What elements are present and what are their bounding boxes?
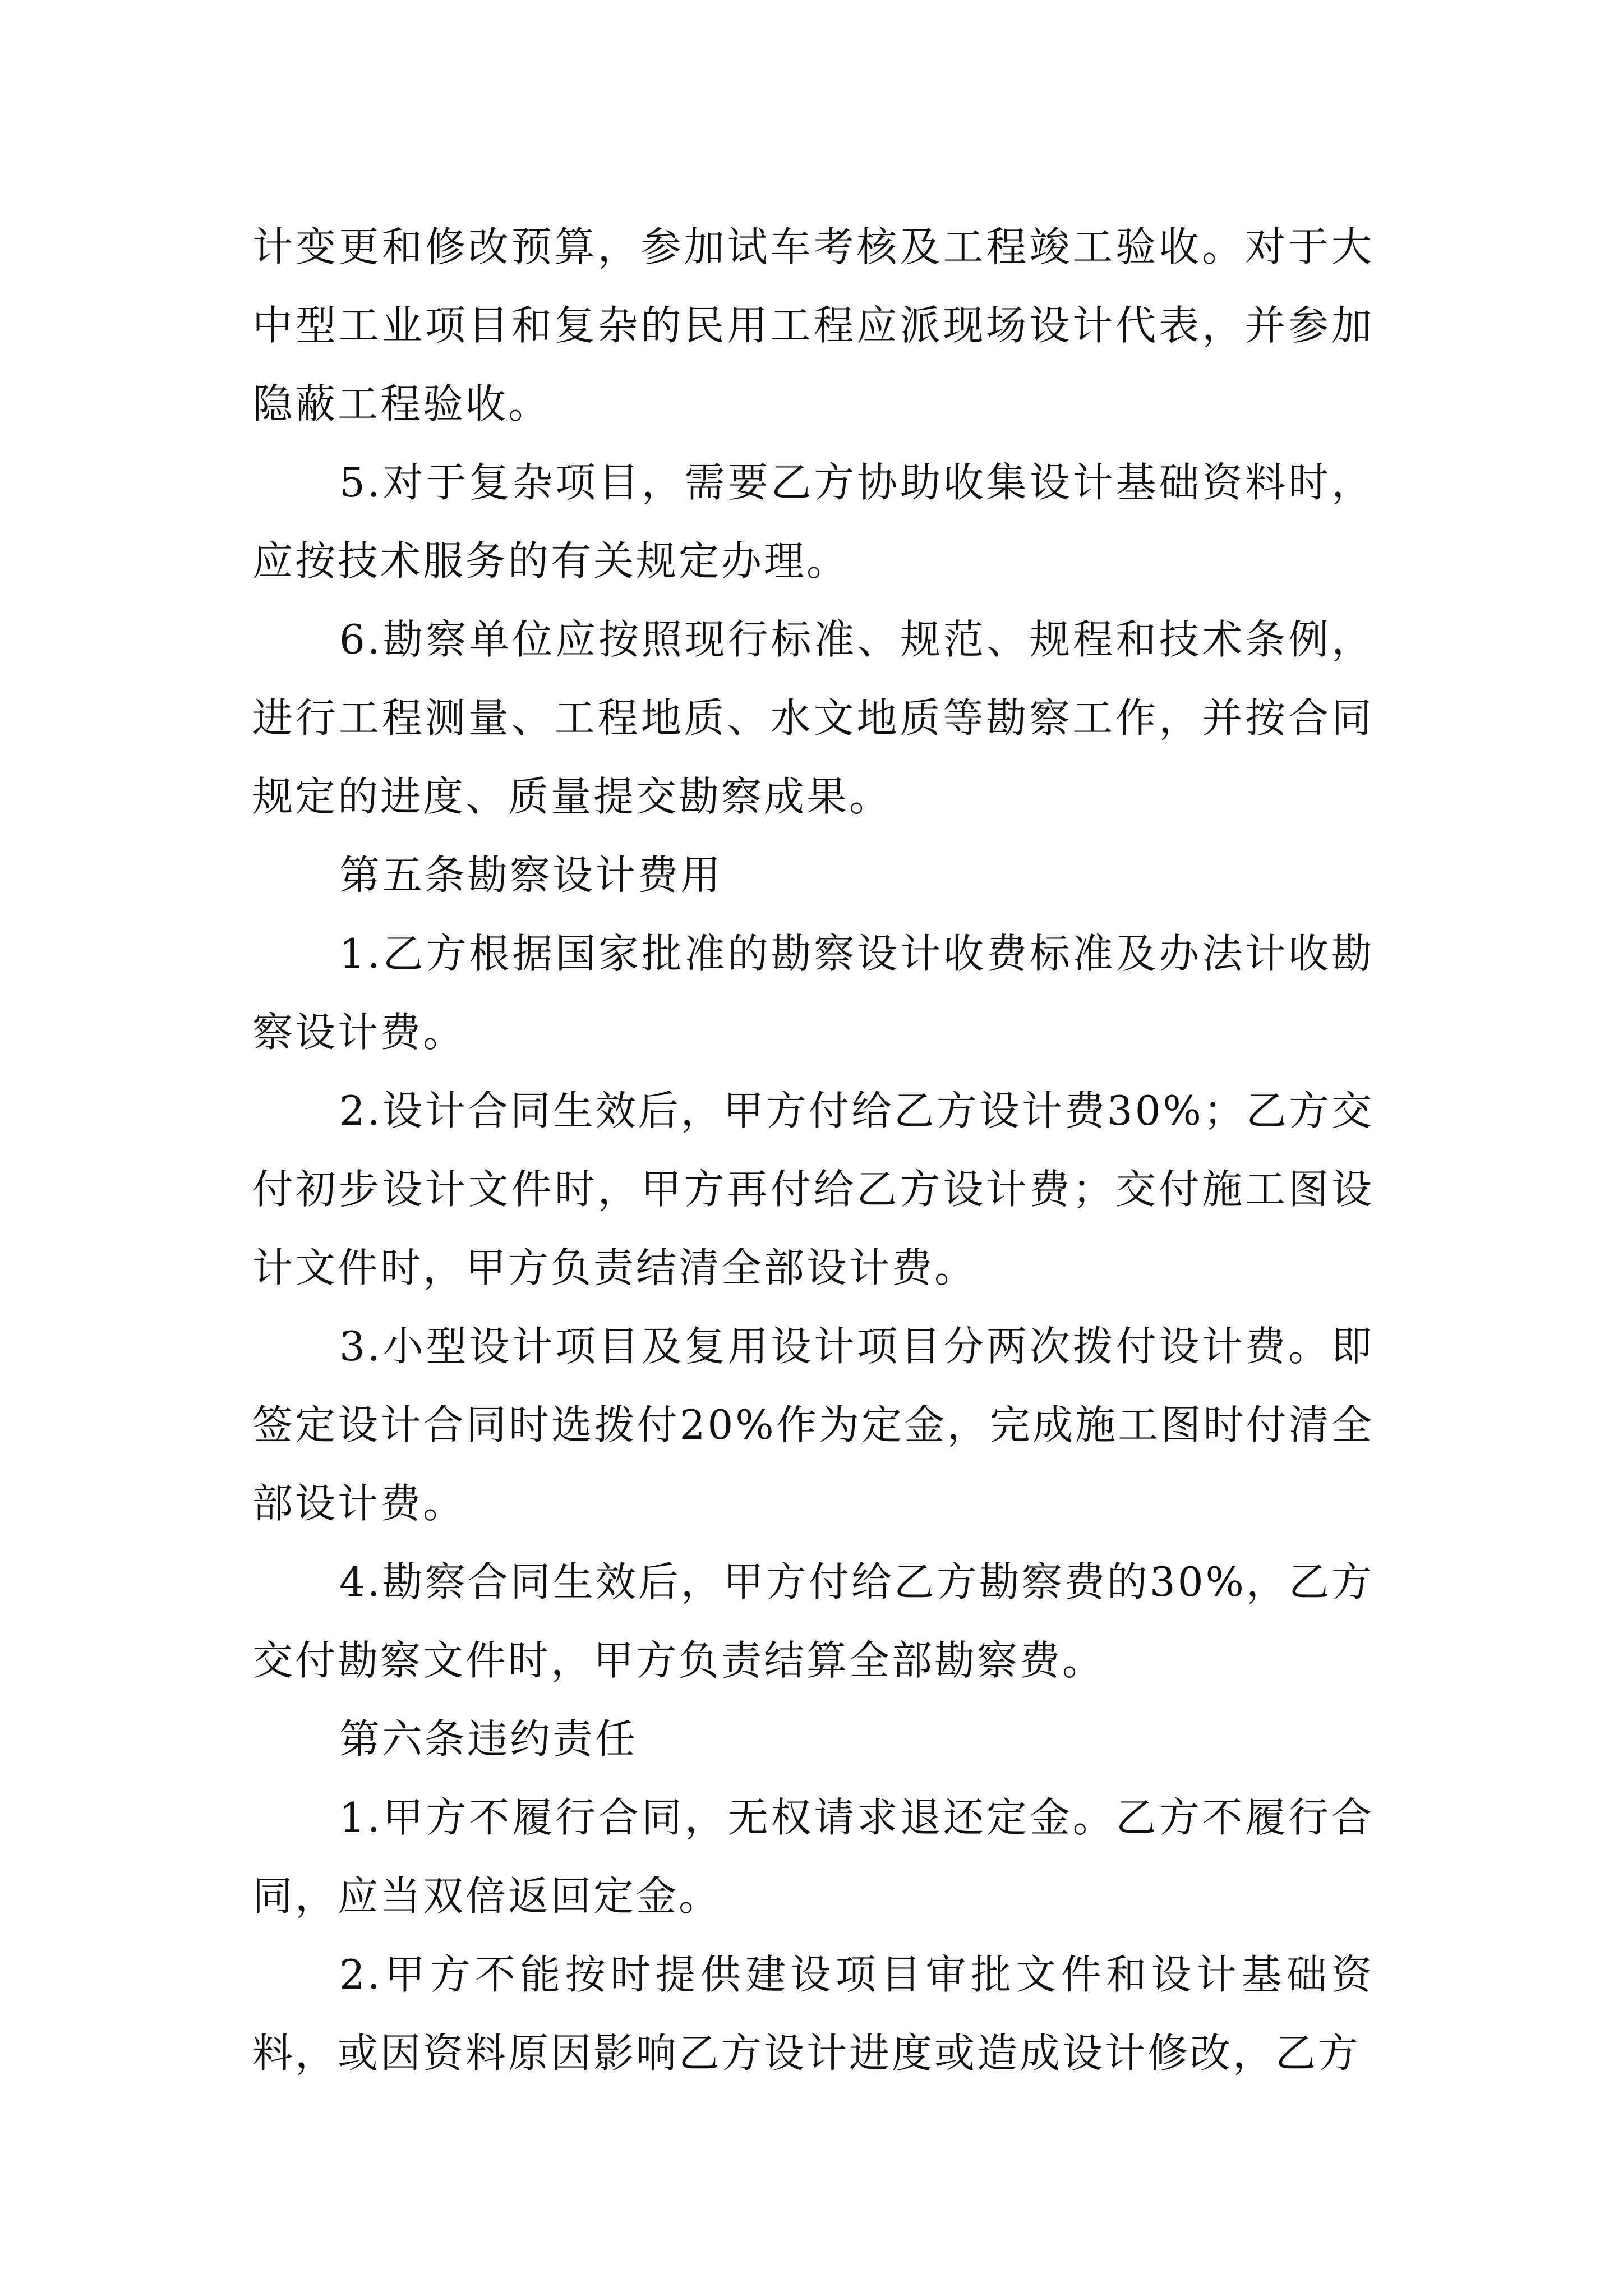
section-heading-article-5: 第五条勘察设计费用 xyxy=(339,852,723,899)
paragraph-fee-2: 2.设计合同生效后，甲方付给乙方设计费30%；乙方交付初步设计文件时，甲方再付给乙方设计费；交付施工图设计文件时，甲方负责结清全部设计费。 xyxy=(252,1087,1374,1291)
paragraph-liability-1: 1.甲方不履行合同，无权请求退还定金。乙方不履行合同，应当双倍返回定金。 xyxy=(252,1794,1374,1920)
paragraph-fee-4: 4.勘察合同生效后，甲方付给乙方勘察费的30%，乙方交付勘察文件时，甲方负责结算全部勘察费。 xyxy=(252,1558,1374,1684)
paragraph-continuation: 计变更和修改预算，参加试车考核及工程竣工验收。对于大中型工业项目和复杂的民用工程应派现场设计代表，并参加隐蔽工程验收。 xyxy=(252,223,1374,427)
paragraph-item-5: 5.对于复杂项目，需要乙方协助收集设计基础资料时，应按技术服务的有关规定办理。 xyxy=(252,459,1374,585)
paragraph-liability-2: 2.甲方不能按时提供建设项目审批文件和设计基础资料，或因资料原因影响乙方设计进度或造成设计修改，乙方 xyxy=(252,1951,1374,2077)
paragraph-item-6: 6.勘察单位应按照现行标准、规范、规程和技术条例，进行工程测量、工程地质、水文地质等勘察工作，并按合同规定的进度、质量提交勘察成果。 xyxy=(252,616,1374,820)
section-heading-article-6: 第六条违约责任 xyxy=(339,1715,638,1763)
paragraph-fee-1: 1.乙方根据国家批准的勘察设计收费标准及办法计收勘察设计费。 xyxy=(252,930,1374,1056)
document-page xyxy=(252,208,1374,2092)
paragraph-fee-3: 3.小型设计项目及复用设计项目分两次拨付设计费。即签定设计合同时选拨付20%作为定金，完成施工图时付清全部设计费。 xyxy=(252,1323,1374,1527)
